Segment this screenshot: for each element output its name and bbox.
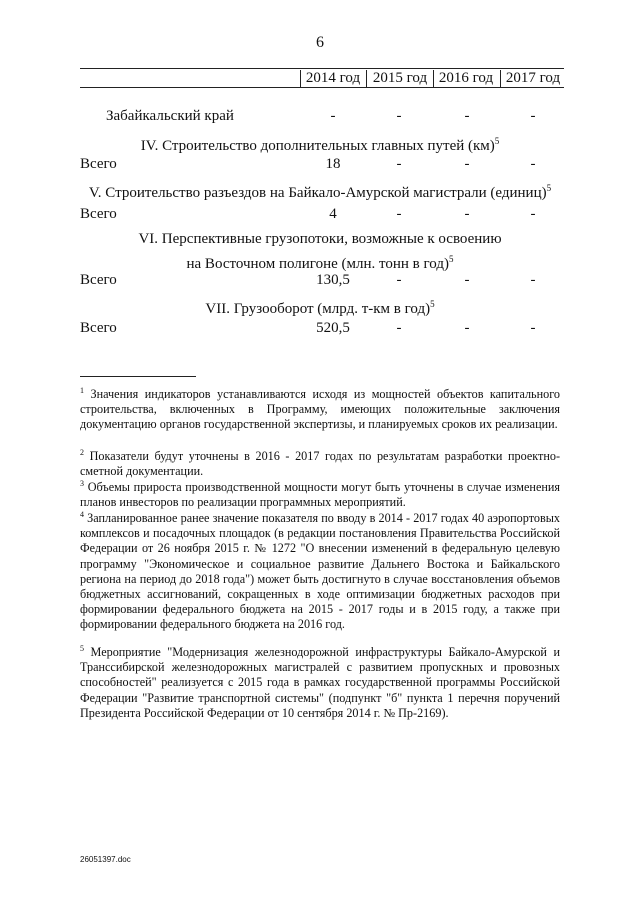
table-row-total-v (0, 204, 640, 224)
row-value-2016: - (464, 108, 470, 124)
section-heading-v (0, 178, 640, 203)
row-value-2015: - (396, 272, 402, 288)
header-top-rule (80, 68, 564, 69)
row-value-2016: - (464, 320, 470, 336)
footnote-5 (80, 641, 560, 721)
row-label: Всего (80, 320, 117, 336)
row-value-2014: 130,5 (316, 272, 350, 288)
footnote-separator (80, 376, 196, 377)
row-value-2017: - (530, 320, 536, 336)
year-2015-header: 2015 год (366, 70, 433, 87)
section-title: IV. Строительство дополнительных главных путей (км) (140, 138, 495, 154)
row-value-2015: - (396, 320, 402, 336)
footnote-number: 2 (80, 448, 84, 457)
footnote-4 (80, 507, 560, 633)
row-value-2014: 520,5 (316, 320, 350, 336)
footnote-ref: 5 (430, 299, 435, 309)
footnote-3 (80, 476, 560, 510)
table-row-total-vi (0, 270, 640, 290)
section-title: V. Строительство разъездов на Байкало-Амурской магистрали (единиц) (88, 185, 547, 201)
footnote-number: 5 (80, 644, 84, 653)
row-value-2016: - (464, 272, 470, 288)
page-number: 6 (316, 34, 324, 51)
footnote-number: 4 (80, 510, 84, 519)
row-value-2014: 4 (329, 206, 337, 222)
row-value-2017: - (530, 272, 536, 288)
footnote-ref: 5 (449, 254, 454, 264)
row-label: Забайкальский край (106, 108, 234, 124)
row-value-2016: - (464, 156, 470, 172)
section-heading-vi (0, 229, 640, 274)
footnote-ref: 5 (546, 183, 552, 193)
footnote-text: Запланированное ранее значение показателя по вводу в 2014 - 2017 годах 40 аэропортовых комплексов и посадочных площадок (в редакции постановления Правительства Российской Федерации от 26 ноября 2015 г. № 1272 "О внесении изменений в федеральную целевую программу "Экономическое и социальное развитие Дальнего Востока и Байкальского региона на период до 2018 года") может быть достигнуто в случае восстановления объемов бюджетных ассигнований, сокращенных в ходе оптимизации бюджетных расходов при формировании федерального бюджета на 2015 - 2017 годы и в 2015 году, а также при формировании федерального бюджета на 2016 год. (80, 511, 561, 632)
year-2014-header: 2014 год (300, 70, 365, 87)
row-value-2015: - (396, 108, 402, 124)
row-value-2017: - (530, 108, 536, 124)
table-row-zabaikalsky (0, 106, 640, 126)
year-2017-header: 2017 год (500, 70, 565, 87)
footnote-1 (80, 383, 560, 433)
footnote-text: Значения индикаторов устанавливаются исходя из мощностей объектов капитального строительства, включенных в Программу, имеющих положительные заключения документацию органов государственной экспертизы, и планируемых сроков их реализации. (80, 387, 560, 432)
row-value-2014: - (330, 108, 336, 124)
section-title-line-1: VI. Перспективные грузопотоки, возможные к освоению (138, 231, 502, 247)
footnote-number: 3 (80, 479, 84, 488)
row-value-2015: - (396, 206, 402, 222)
section-title-line-2: на Восточном полигоне (млн. тонн в год) (186, 256, 449, 272)
row-value-2017: - (530, 156, 536, 172)
table-row-total-iv (0, 154, 640, 174)
section-title: VII. Грузооборот (млрд. т-км в год) (205, 301, 431, 317)
footnote-text: Показатели будут уточнены в 2016 - 2017 годах по результатам разработки проектно-сметной документации. (80, 449, 561, 479)
document-id: 26051397.doc (80, 855, 131, 864)
table-row-total-vii (0, 318, 640, 338)
row-value-2017: - (530, 206, 536, 222)
footnote-2 (80, 445, 560, 479)
row-value-2014: 18 (325, 156, 341, 172)
year-2016-header: 2016 год (433, 70, 498, 87)
row-value-2015: - (396, 156, 402, 172)
header-bottom-rule (80, 87, 564, 88)
table-header (80, 68, 564, 90)
row-label: Всего (80, 156, 117, 172)
footnote-ref: 5 (494, 136, 500, 146)
section-heading-vii (0, 294, 640, 319)
row-value-2016: - (464, 206, 470, 222)
row-label: Всего (80, 272, 117, 288)
footnote-text: Объемы прироста производственной мощности могут быть уточнены в случае изменения планов инвесторов по реализации программных мероприятий. (80, 480, 561, 510)
footnote-number: 1 (80, 386, 84, 395)
section-heading-iv (0, 131, 640, 156)
footnote-text: Мероприятие "Модернизация железнодорожной инфраструктуры Байкало-Амурской и Транссибирской железнодорожных магистралей с развитием пропускных и провозных способностей" реализуется с 2015 года в рамках государственной программы Российской Федерации "Развитие транспортной системы" (подпункт "б" пункта 1 перечня поручений Президента Российской Федерации от 10 сентября 2014 г. № Пр-2169). (80, 645, 560, 720)
row-label: Всего (80, 206, 117, 222)
